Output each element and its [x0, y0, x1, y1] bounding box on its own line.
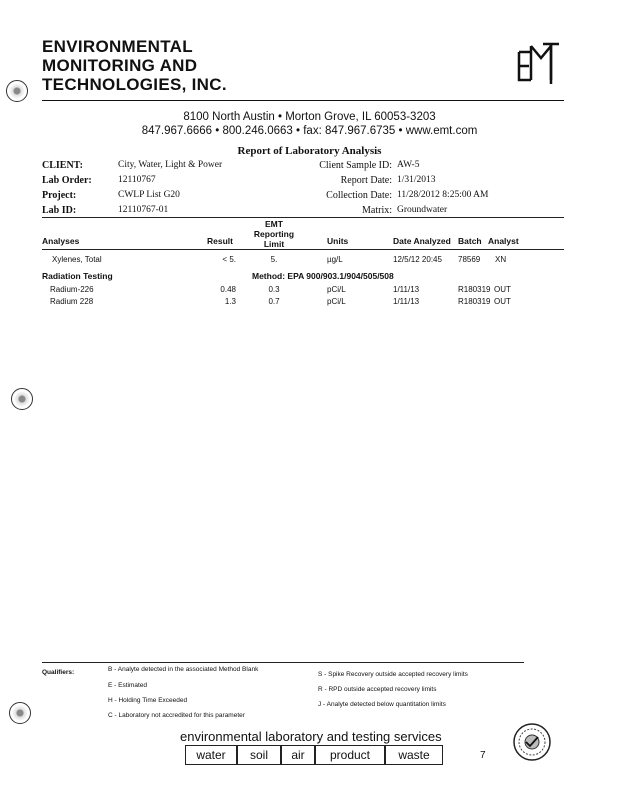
punch-hole-top — [6, 80, 28, 102]
col-emt-line1: EMT — [265, 219, 283, 229]
punch-hole-middle — [11, 388, 33, 410]
company-name-line2: MONITORING AND — [42, 56, 198, 75]
rad-row-batch: R180319 — [458, 297, 491, 306]
rad-row-analyses: Radium-226 — [50, 285, 94, 294]
rad-row-limit: 0.3 — [268, 285, 280, 294]
col-analyses: Analyses — [42, 236, 80, 246]
qualifier-item: C - Laboratory not accredited for this parameter — [108, 712, 245, 719]
rad-row-analyses: Radium 228 — [50, 297, 94, 306]
sample-id-value: AW-5 — [397, 160, 420, 170]
seal-icon — [512, 722, 552, 762]
row-batch: 78569 — [458, 255, 481, 264]
rad-row-batch: R180319 — [458, 285, 491, 294]
col-units: Units — [327, 236, 349, 246]
accreditation-seal — [512, 722, 552, 767]
col-batch: Batch — [458, 236, 482, 246]
rad-row-result: 1.3 — [224, 297, 236, 306]
lab-id-value: 12110767-01 — [118, 205, 169, 215]
lab-order-label: Lab Order: — [42, 175, 92, 186]
col-emt-line3: Limit — [263, 239, 285, 249]
company-address: 8100 North Austin • Morton Grove, IL 60053-3203 — [183, 111, 436, 123]
rad-row-analyst: OUT — [494, 297, 511, 306]
report-date-value: 1/31/2013 — [397, 175, 436, 185]
lab-order-value: 12110767 — [118, 175, 156, 185]
company-name-line3: TECHNOLOGIES, INC. — [42, 75, 227, 94]
punch-hole-bottom — [9, 702, 31, 724]
footer-box-water: water — [185, 745, 237, 765]
footer-box-product: product — [315, 745, 385, 765]
company-name-line1: ENVIRONMENTAL — [42, 37, 193, 56]
collection-date-value: 11/28/2012 8:25:00 AM — [397, 190, 489, 200]
row-units: µg/L — [327, 255, 343, 264]
rad-row-limit: 0.7 — [268, 297, 280, 306]
row-limit: 5. — [270, 255, 278, 264]
qualifier-item: E - Estimated — [108, 682, 148, 689]
project-label: Project: — [42, 190, 77, 201]
project-value: CWLP List G20 — [118, 190, 180, 200]
matrix-label: Matrix: — [362, 205, 392, 216]
row-analyst: XN — [495, 255, 507, 264]
footer-tagline: environmental laboratory and testing services — [180, 729, 442, 744]
sample-id-label: Client Sample ID: — [319, 160, 392, 171]
row-analyses: Xylenes, Total — [52, 255, 102, 264]
client-label: CLIENT: — [42, 160, 83, 171]
footer-box-waste: waste — [385, 745, 443, 765]
col-emt-line2: Reporting — [253, 229, 295, 239]
rad-row-date: 1/11/13 — [393, 285, 420, 294]
table-header-divider — [42, 249, 564, 250]
rad-row-units: pCi/L — [327, 285, 346, 294]
rad-row-analyst: OUT — [494, 285, 511, 294]
qualifiers-label: Qualifiers: — [42, 669, 75, 676]
qualifier-item: B - Analyte detected in the associated Method Blank — [108, 666, 259, 673]
footer-box-soil: soil — [237, 745, 281, 765]
qualifier-item: H - Holding Time Exceeded — [108, 697, 188, 704]
company-name — [42, 37, 227, 94]
qualifier-item: J - Analyte detected below quantitation limits — [318, 701, 446, 708]
report-date-label: Report Date: — [340, 175, 392, 186]
footer-box-air: air — [281, 745, 315, 765]
matrix-value: Groundwater — [397, 205, 448, 215]
qualifier-item: S - Spike Recovery outside accepted recovery limits — [318, 671, 468, 678]
qualifiers-divider — [42, 662, 524, 663]
section-method: Method: EPA 900/903.1/904/505/508 — [252, 271, 394, 281]
collection-date-label: Collection Date: — [326, 190, 392, 201]
company-contact: 847.967.6666 • 800.246.0663 • fax: 847.967.6735 • www.emt.com — [141, 125, 478, 137]
lab-id-label: Lab ID: — [42, 205, 77, 216]
client-value: City, Water, Light & Power — [118, 160, 223, 170]
col-emt-reporting-limit — [248, 219, 300, 249]
rad-row-date: 1/11/13 — [393, 297, 420, 306]
rad-row-units: pCi/L — [327, 297, 346, 306]
rad-row-result: 0.48 — [220, 285, 236, 294]
fields-divider — [42, 217, 564, 218]
header-divider — [42, 100, 564, 101]
col-result: Result — [207, 236, 233, 246]
col-date-analyzed: Date Analyzed — [393, 236, 451, 246]
row-date: 12/5/12 20:45 — [393, 255, 442, 264]
emt-logo — [513, 40, 565, 93]
page-number: 7 — [480, 750, 486, 761]
qualifier-item: R - RPD outside accepted recovery limits — [318, 686, 437, 693]
row-result: < 5. — [222, 255, 236, 264]
emt-logo-icon — [513, 40, 565, 88]
section-radiation-testing: Radiation Testing — [42, 271, 113, 281]
col-analyst: Analyst — [488, 236, 519, 246]
report-title: Report of Laboratory Analysis — [237, 145, 382, 157]
